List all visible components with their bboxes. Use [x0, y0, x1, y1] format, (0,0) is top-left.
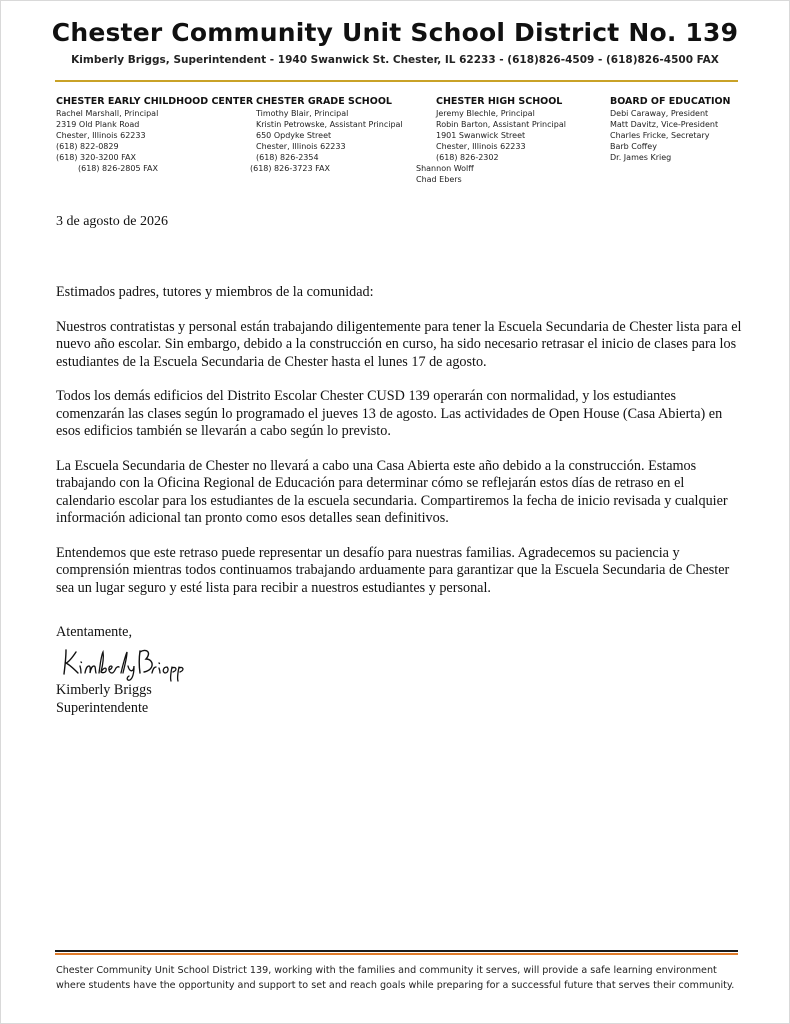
- column-line: 2319 Old Plank Road: [56, 120, 140, 129]
- letter-body: [56, 284, 746, 614]
- column-line: (618) 320-3200 FAX: [56, 153, 136, 162]
- column-heading: CHESTER GRADE SCHOOL: [256, 96, 392, 107]
- column-line: (618) 826-2805 FAX: [78, 164, 158, 173]
- district-title: Chester Community Unit School District No. 139: [51, 18, 739, 47]
- board-of-education-column: [610, 95, 731, 163]
- column-heading: CHESTER HIGH SCHOOL: [436, 96, 563, 107]
- column-line: Debi Caraway, President: [610, 109, 709, 118]
- column-line: 650 Opdyke Street: [256, 131, 332, 140]
- column-line: (618) 826-3723 FAX: [250, 164, 330, 173]
- signer-name: Kimberly Briggs: [56, 682, 152, 698]
- column-line: Charles Fricke, Secretary: [610, 131, 710, 140]
- column-line: Chad Ebers: [416, 175, 462, 184]
- column-line: Matt Davitz, Vice-President: [610, 120, 719, 129]
- column-line: Barb Coffey: [610, 142, 657, 151]
- handwritten-signature: [60, 642, 190, 682]
- column-line: Jeremy Blechle, Principal: [436, 109, 535, 118]
- column-line: (618) 826-2354: [256, 153, 319, 162]
- column-line: Timothy Blair, Principal: [256, 109, 349, 118]
- letter-paragraph: La Escuela Secundaria de Chester no llevará a cabo una Casa Abierta este año debido a la construcción. Estamos trabajando con la Oficina Regional de Educación para determinar cómo se reflejarán estos días de retraso en el calendario escolar para los estudiantes de la escuela secundaria. Compartiremos la fecha de inicio revisada y cualquier información adicional tan pronto como esos detalles sean definitivos.: [56, 457, 728, 526]
- letter-greeting: Estimados padres, tutores y miembros de la comunidad:: [56, 284, 374, 300]
- footer-mission-statement: Chester Community Unit School District 139, working with the families and community it serves, will provide a safe learning environment where students have the opportunity and support to set and reach goals while preparing for a successful future that serves their community.: [56, 965, 735, 991]
- column-line: Robin Barton, Assistant Principal: [436, 120, 566, 129]
- district-contact-line: Kimberly Briggs, Superintendent - 1940 Swanwick St. Chester, IL 62233 - (618)826-4509 - (618)826-4500 FAX: [71, 54, 719, 66]
- letter-closing: Atentamente,: [56, 624, 133, 640]
- column-heading: BOARD OF EDUCATION: [610, 96, 731, 107]
- signer-title: Superintendente: [56, 699, 149, 716]
- header-divider: [55, 80, 738, 82]
- column-line: (618) 826-2302: [436, 153, 499, 162]
- column-line: Shannon Wolff: [416, 164, 474, 173]
- column-line: (618) 822-0829: [56, 142, 119, 151]
- footer-divider-orange: [55, 953, 738, 955]
- high-school-column: [416, 95, 566, 185]
- early-childhood-center-column: [56, 95, 253, 174]
- signer-block: [56, 682, 152, 717]
- column-line: Kristin Petrowske, Assistant Principal: [256, 120, 403, 129]
- column-line: Rachel Marshall, Principal: [56, 109, 159, 118]
- column-line: Chester, Illinois 62233: [436, 142, 526, 151]
- column-line: Chester, Illinois 62233: [256, 142, 346, 151]
- column-line: Dr. James Krieg: [610, 153, 672, 162]
- column-heading: CHESTER EARLY CHILDHOOD CENTER: [56, 96, 254, 107]
- letter-date: 3 de agosto de 2026: [56, 214, 168, 229]
- column-line: 1901 Swanwick Street: [436, 131, 526, 140]
- letter-paragraph: Todos los demás edificios del Distrito Escolar Chester CUSD 139 operarán con normalidad, y los estudiantes comenzarán las clases según lo programado el jueves 13 de agosto. Las actividades de Open House (Casa Abierta) en esos edificios también se llevarán a cabo según lo previsto.: [56, 388, 723, 439]
- letter-paragraph: Entendemos que este retraso puede representar un desafío para nuestras familias. Agradecemos su paciencia y comprensión mientras todos continuamos trabajando arduamente para garantizar que la Escuela Secundaria de Chester sea un lugar seguro y esté lista para recibir a nuestros estudiantes y personal.: [56, 544, 730, 596]
- grade-school-column: [250, 95, 403, 174]
- letter-paragraph: Nuestros contratistas y personal están trabajando diligentemente para tener la Escuela Secundaria de Chester lista para el nuevo año escolar. Sin embargo, debido a la construcción en curso, ha sido necesario retrasar el inicio de clases para los estudiantes de la Escuela Secundaria de Chester hasta el lunes 17 de agosto.: [56, 318, 742, 370]
- footer-divider-dark: [55, 950, 738, 952]
- column-line: Chester, Illinois 62233: [56, 131, 146, 140]
